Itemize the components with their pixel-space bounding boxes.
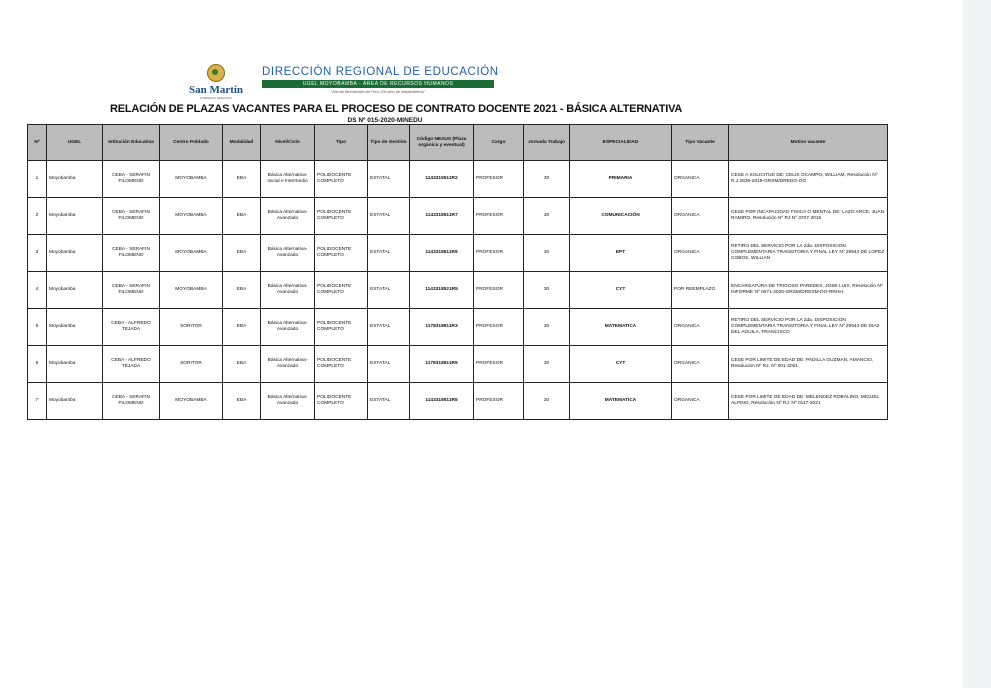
cell-number: 7	[28, 383, 47, 420]
cell-specialty: CYT	[570, 272, 672, 309]
table-header-row	[28, 125, 888, 161]
column-header: Código NEXUS (Plaza orgánica y eventual)	[410, 125, 474, 161]
cell-town: MOYOBAMBA	[160, 198, 223, 235]
cell-institution: CEBA - SERAFIN FILOMENO	[103, 272, 160, 309]
cell-reason: CESE A SOLICITUD DE: CELIS OCAMPO, WILLIAM, Resolución Nº R.J.2636-2018-GRSM/DREDO-OO	[729, 161, 888, 198]
page-title: RELACIÓN DE PLAZAS VACANTES PARA EL PROCESO DE CONTRATO DOCENTE 2021 - BÁSICA ALTERNATIVA	[110, 103, 683, 115]
table-row	[28, 346, 888, 383]
cell-position: PROFESOR	[474, 161, 524, 198]
cell-management: ESTATAL	[368, 383, 410, 420]
cell-type: POLIDOCENTE COMPLETO	[315, 198, 368, 235]
cell-type: POLIDOCENTE COMPLETO	[315, 309, 368, 346]
cell-reason: CESE POR LIMITE DE EDAD DE: PADILLA GUZMAN, AMANCIO, Resolución Nº RJ. Nº 001-2021	[729, 346, 888, 383]
cell-nexus-code: 1178318811R9	[410, 346, 474, 383]
cell-workday: 30	[524, 346, 570, 383]
cell-ugel: Moyobamba	[47, 309, 103, 346]
cell-number: 2	[28, 198, 47, 235]
cell-level: Básica Alternativa-Avanzado	[261, 383, 315, 420]
cell-vacancy-type: ORGANICA	[672, 383, 729, 420]
dre-band: UGEL MOYOBAMBA - ÁREA DE RECURSOS HUMANOS	[262, 80, 494, 88]
cell-type: POLIDOCENTE COMPLETO	[315, 235, 368, 272]
cell-management: ESTATAL	[368, 235, 410, 272]
cell-specialty: MATEMATICA	[570, 309, 672, 346]
cell-position: PROFESOR	[474, 346, 524, 383]
cell-modality: EBA	[223, 309, 261, 346]
cell-reason: CESE POR INCAPACIDAD FISICA O MENTAL DE: LAZO ARCE, JUAN RAMIRO, Resolución Nº RJ Nº 3707-2015	[729, 198, 888, 235]
table-row	[28, 309, 888, 346]
cell-institution: CEBA - ALFREDO TEJADA	[103, 309, 160, 346]
cell-workday: 30	[524, 161, 570, 198]
dre-motto: "Año del Bicentenario del Perú: 200 años de Independencia"	[331, 90, 425, 94]
cell-town: MOYOBAMBA	[160, 383, 223, 420]
crest-icon	[207, 64, 225, 82]
cell-nexus-code: 1143315511R2	[410, 161, 474, 198]
cell-town: SORITOR	[160, 309, 223, 346]
cell-level: Básica Alternativa-Avanzado	[261, 272, 315, 309]
cell-nexus-code: 1143318511R9	[410, 235, 474, 272]
cell-modality: EBA	[223, 383, 261, 420]
cell-specialty: PRIMARIA	[570, 161, 672, 198]
cell-level: Básica Alternativa-Avanzado	[261, 198, 315, 235]
cell-position: PROFESOR	[474, 272, 524, 309]
cell-type: POLIDOCENTE COMPLETO	[315, 383, 368, 420]
logo-subtext: GOBIERNO REGIONAL	[199, 96, 233, 100]
cell-vacancy-type: POR REEMPLAZO	[672, 272, 729, 309]
logo-text: San Martín	[188, 84, 244, 96]
cell-vacancy-type: ORGANICA	[672, 198, 729, 235]
cell-management: ESTATAL	[368, 272, 410, 309]
cell-nexus-code: 1178318811R3	[410, 309, 474, 346]
cell-vacancy-type: ORGANICA	[672, 235, 729, 272]
cell-type: POLIDOCENTE COMPLETO	[315, 346, 368, 383]
cell-ugel: Moyobamba	[47, 161, 103, 198]
cell-ugel: Moyobamba	[47, 346, 103, 383]
cell-position: PROFESOR	[474, 309, 524, 346]
cell-institution: CEBA - SERAFIN FILOMENO	[103, 383, 160, 420]
column-header: Tipo de Gestión	[368, 125, 410, 161]
cell-ugel: Moyobamba	[47, 198, 103, 235]
cell-number: 5	[28, 309, 47, 346]
cell-workday: 30	[524, 198, 570, 235]
column-header: UGEL	[47, 125, 103, 161]
column-header: Intitución Educativa	[103, 125, 160, 161]
cell-modality: EBA	[223, 346, 261, 383]
table-row	[28, 272, 888, 309]
table-row	[28, 235, 888, 272]
cell-level: Básica Alternativa-Inicial e Intermedio	[261, 161, 315, 198]
page-subtitle: DS Nº 015-2020-MINEDU	[347, 117, 423, 124]
viewer-side-panel	[963, 0, 991, 688]
cell-specialty: CYT	[570, 346, 672, 383]
cell-management: ESTATAL	[368, 161, 410, 198]
cell-specialty: EPT	[570, 235, 672, 272]
cell-ugel: Moyobamba	[47, 235, 103, 272]
column-header: ESPECIALIDAD	[570, 125, 672, 161]
cell-workday: 30	[524, 383, 570, 420]
column-header: Tipo	[315, 125, 368, 161]
cell-institution: CEBA - SERAFIN FILOMENO	[103, 198, 160, 235]
cell-level: Básica Alternativa-Avanzado	[261, 346, 315, 383]
cell-modality: EBA	[223, 198, 261, 235]
cell-number: 1	[28, 161, 47, 198]
cell-ugel: Moyobamba	[47, 383, 103, 420]
column-header: Motivo vacante	[729, 125, 888, 161]
cell-modality: EBA	[223, 161, 261, 198]
table-row	[28, 198, 888, 235]
column-header: Modalidad	[223, 125, 261, 161]
regional-logo	[172, 64, 260, 104]
cell-reason: CESE POR LIMITE DE EDAD DE: MELENDEZ ROBALINO, MIGUEL ALPINO, Resolución Nº RJ. Nº 0117-2021	[729, 383, 888, 420]
cell-type: POLIDOCENTE COMPLETO	[315, 161, 368, 198]
column-header: Tipo Vacante	[672, 125, 729, 161]
column-header: Jornada Trabajo	[524, 125, 570, 161]
cell-modality: EBA	[223, 235, 261, 272]
column-header: Nº	[28, 125, 47, 161]
cell-modality: EBA	[223, 272, 261, 309]
cell-institution: CEBA - SERAFIN FILOMENO	[103, 235, 160, 272]
cell-reason: ENCARGATURA DE TRIGOSO PAREDES, JOSE LUIS, Resolución Nº INFORME Nº 0071-2020-GRSM/DRESM-DO-RRHH.	[729, 272, 888, 309]
cell-number: 3	[28, 235, 47, 272]
cell-ugel: Moyobamba	[47, 272, 103, 309]
cell-management: ESTATAL	[368, 309, 410, 346]
cell-number: 6	[28, 346, 47, 383]
dre-title: DIRECCIÓN REGIONAL DE EDUCACIÓN	[262, 66, 499, 78]
table-row	[28, 161, 888, 198]
cell-vacancy-type: ORGANICA	[672, 161, 729, 198]
column-header: Cargo	[474, 125, 524, 161]
cell-management: ESTATAL	[368, 198, 410, 235]
cell-level: Básica Alternativa-Avanzado	[261, 309, 315, 346]
cell-reason: RETIRO DEL SERVICIO POR LA 2da. DISPOSICION COMPLEMENTARIA TRANSITORIA Y FINAL LEY Nº 29944 DE LOPEZ COBOS, WILLIAN	[729, 235, 888, 272]
cell-vacancy-type: ORGANICA	[672, 309, 729, 346]
cell-management: ESTATAL	[368, 346, 410, 383]
cell-position: PROFESOR	[474, 235, 524, 272]
cell-position: PROFESOR	[474, 383, 524, 420]
cell-workday: 30	[524, 272, 570, 309]
cell-specialty: COMUNICACIÓN	[570, 198, 672, 235]
vacancies-table	[27, 124, 888, 420]
column-header: Centro Poblado	[160, 125, 223, 161]
cell-institution: CEBA - SERAFIN FILOMENO	[103, 161, 160, 198]
dre-header	[262, 66, 499, 94]
cell-institution: CEBA - ALFREDO TEJADA	[103, 346, 160, 383]
cell-workday: 30	[524, 309, 570, 346]
cell-town: MOYOBAMBA	[160, 235, 223, 272]
cell-vacancy-type: ORGANICA	[672, 346, 729, 383]
cell-town: MOYOBAMBA	[160, 272, 223, 309]
cell-specialty: MATEMATICA	[570, 383, 672, 420]
cell-level: Básica Alternativa-Avanzado	[261, 235, 315, 272]
cell-number: 4	[28, 272, 47, 309]
cell-workday: 30	[524, 235, 570, 272]
cell-position: PROFESOR	[474, 198, 524, 235]
cell-town: MOYOBAMBA	[160, 161, 223, 198]
cell-nexus-code: 1143318511R5	[410, 383, 474, 420]
cell-reason: RETIRO DEL SERVICIO POR LA 2da. DISPOSICION COMPLEMENTARIA TRANSITORIA Y FINAL LEY Nº 29944 DE DIAZ DEL AGUILA, FRANCISCO	[729, 309, 888, 346]
cell-nexus-code: 1143318521R5	[410, 272, 474, 309]
column-header: Nivel/Ciclo	[261, 125, 315, 161]
table-row	[28, 383, 888, 420]
cell-type: POLIDOCENTE COMPLETO	[315, 272, 368, 309]
cell-nexus-code: 1143318511R7	[410, 198, 474, 235]
cell-town: SORITOR	[160, 346, 223, 383]
